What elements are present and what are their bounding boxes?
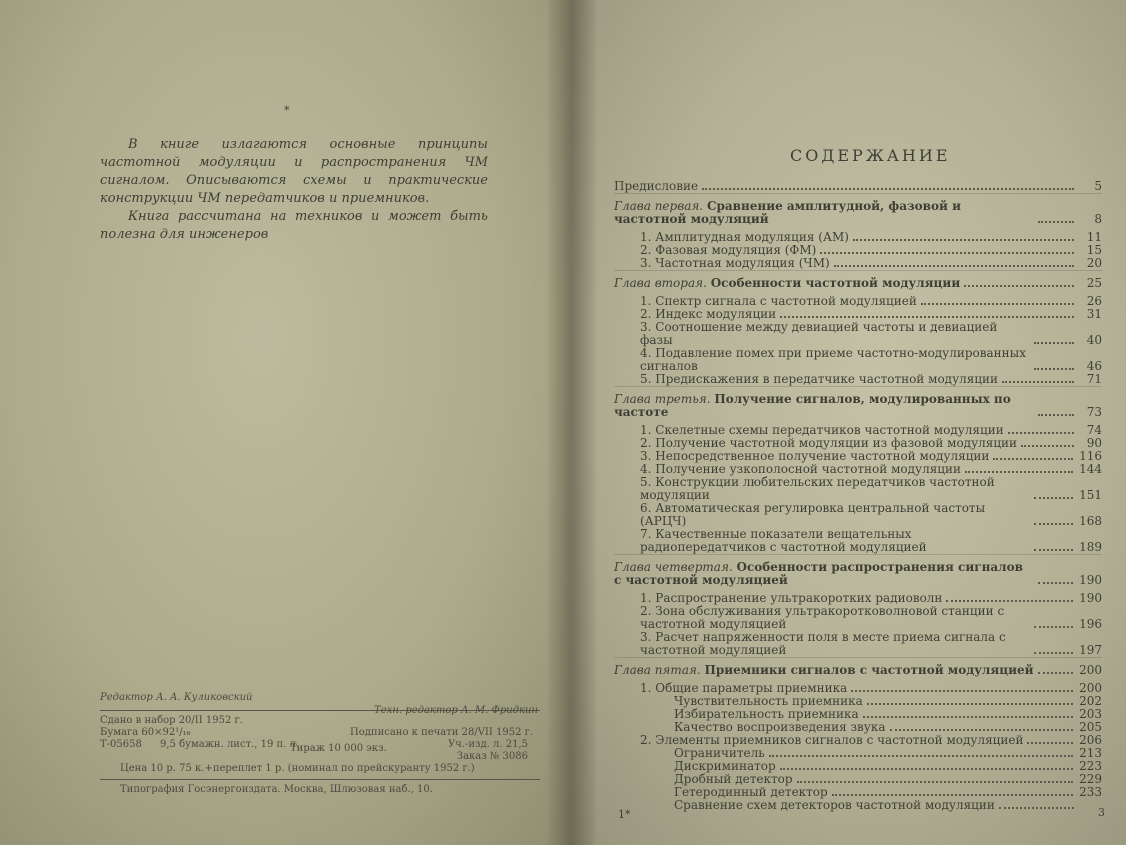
toc-chapter-label: Глава вторая.	[614, 276, 707, 290]
toc-section	[614, 321, 1102, 347]
page-number: 3	[1098, 806, 1105, 819]
toc-page-number: 197	[1079, 643, 1102, 657]
toc-section-title: 2. Зона обслуживания ультракоротковолновой станции с частотной модуляцией	[640, 604, 1005, 631]
toc-section-title: 3. Частотная модуляция (ЧМ)	[640, 256, 830, 270]
imprint-editor: Редактор А. А. Куликовский	[100, 692, 253, 703]
toc-page-number: 151	[1079, 488, 1102, 502]
toc-page-number: 206	[1079, 733, 1102, 747]
toc-page-number: 116	[1079, 449, 1102, 463]
toc-page-number: 73	[1086, 405, 1102, 419]
imprint-print-run: Тираж 10 000 экз.	[290, 743, 387, 754]
toc-section-title: 1. Распространение ультракоротких радиоволн	[640, 591, 943, 605]
toc-chapter	[614, 561, 1102, 587]
imprint-code: Т-05658	[100, 739, 142, 750]
imprint-sent: Сдано в набор 20/II 1952 г.	[100, 715, 243, 726]
imprint	[100, 692, 540, 796]
toc-section-title: Сравнение схем детекторов частотной модуляции	[674, 798, 995, 812]
toc-section	[614, 347, 1102, 373]
toc-chapter-title: Приемники сигналов с частотной модуляцией	[704, 663, 1034, 677]
toc-page-number: 46	[1086, 359, 1102, 373]
toc-leader	[863, 715, 1073, 718]
toc-page-number: 233	[1079, 785, 1102, 799]
toc-leader	[964, 284, 1074, 287]
toc-section	[614, 257, 1102, 270]
toc-page-number: 223	[1079, 759, 1102, 773]
toc-section	[614, 799, 1102, 812]
toc-page-number: 8	[1094, 212, 1102, 226]
toc-section	[614, 476, 1102, 502]
toc-section-title: 7. Качественные показатели вещательных радиопередатчиков с частотной модуляцией	[640, 527, 927, 554]
toc-leader	[993, 457, 1073, 460]
toc-entry-title: Предисловие	[614, 179, 699, 193]
toc-page-number: 40	[1086, 333, 1102, 347]
toc-page-number: 15	[1086, 243, 1102, 257]
toc-page-number: 71	[1086, 372, 1102, 386]
toc-leader	[890, 728, 1074, 731]
toc-page-number: 196	[1079, 617, 1102, 631]
toc-leader	[1021, 444, 1074, 447]
toc-leader	[1034, 496, 1073, 499]
toc-section-title: 1. Скелетные схемы передатчиков частотной модуляции	[640, 423, 1004, 437]
toc-chapter-title: Получение сигналов, модулированных по частоте	[614, 392, 1011, 419]
toc-leader	[769, 754, 1073, 757]
imprint-printer: Типография Госэнергоиздата. Москва, Шлюзовая наб., 10.	[120, 784, 433, 795]
toc-section-title: 4. Получение узкополосной частотной модуляции	[640, 462, 961, 476]
toc-section-title: Дробный детектор	[674, 772, 793, 786]
toc-page-number: 144	[1079, 462, 1102, 476]
toc-leader	[1034, 548, 1073, 551]
toc-leader	[999, 806, 1074, 809]
toc-leader	[1038, 581, 1073, 584]
toc-leader	[834, 264, 1074, 267]
toc-page-number: 168	[1079, 514, 1102, 528]
toc-leader	[1034, 651, 1073, 654]
toc-page-number: 213	[1079, 746, 1102, 760]
toc-page-number: 31	[1086, 307, 1102, 321]
toc-chapter-label: Глава третья.	[614, 392, 711, 406]
toc-chapter-block	[614, 386, 1102, 554]
toc-chapters	[614, 193, 1102, 812]
toc-page-number: 190	[1079, 573, 1102, 587]
imprint-price: Цена 10 р. 75 к.+переплет 1 р. (номинал по прейскуранту 1952 г.)	[120, 763, 475, 774]
toc-leader	[851, 689, 1073, 692]
toc-chapter	[614, 393, 1102, 419]
toc-chapter-title: Особенности частотной модуляции	[710, 276, 961, 290]
toc-section-title: 3. Расчет напряженности поля в месте приема сигнала с частотной модуляцией	[640, 630, 1006, 657]
toc-section-title: 2. Получение частотной модуляции из фазовой модуляции	[640, 436, 1018, 450]
toc-page-number: 189	[1079, 540, 1102, 554]
toc-leader	[853, 238, 1074, 241]
toc-page-number: 20	[1086, 256, 1102, 270]
toc-leader	[965, 470, 1073, 473]
toc-section	[614, 502, 1102, 528]
toc-chapter-block	[614, 193, 1102, 270]
toc-leader	[832, 793, 1073, 796]
toc-section-title: 5. Конструкции любительских передатчиков частотной модуляции	[640, 475, 995, 502]
toc-leader	[1038, 220, 1074, 223]
imprint-rule	[100, 779, 540, 780]
toc-leader	[921, 302, 1074, 305]
table-of-contents	[614, 180, 1102, 812]
annotation-paragraph: Книга рассчитана на техников и может быть полезна для инженеров	[100, 209, 488, 242]
toc-leader	[1008, 431, 1074, 434]
toc-chapter	[614, 200, 1102, 226]
toc-chapter	[614, 277, 1102, 290]
toc-section	[614, 605, 1102, 631]
toc-title: СОДЕРЖАНИЕ	[790, 146, 951, 165]
toc-chapter-label: Глава четвертая.	[614, 560, 733, 574]
toc-leader	[1034, 367, 1074, 370]
toc-leader	[1002, 380, 1074, 383]
toc-page-number: 11	[1086, 230, 1102, 244]
toc-page-number: 5	[1094, 179, 1102, 193]
toc-page-number: 229	[1079, 772, 1102, 786]
toc-section-title: 1. Амплитудная модуляция (АМ)	[640, 230, 849, 244]
toc-section	[614, 631, 1102, 657]
book-gutter	[548, 0, 596, 845]
toc-section-title: 2. Индекс модуляции	[640, 307, 777, 321]
imprint-signed: Подписано к печати 28/VII 1952 г.	[350, 727, 534, 738]
annotation	[100, 136, 488, 244]
toc-chapter-title: Особенности распространения сигналов с частотной модуляцией	[614, 560, 1023, 587]
toc-section-title: 3. Соотношение между девиацией частоты и девиацией фазы	[640, 320, 998, 347]
toc-section-title: Гетеродинный детектор	[674, 785, 828, 799]
toc-section-title: 1. Общие параметры приемника	[640, 681, 848, 695]
toc-leader	[1034, 625, 1073, 628]
toc-page-number: 200	[1079, 663, 1102, 677]
toc-section-title: Качество воспроизведения звука	[674, 720, 886, 734]
toc-leader	[1034, 522, 1073, 525]
imprint-order: Заказ № 3086	[456, 751, 528, 762]
toc-page-number: 203	[1079, 707, 1102, 721]
toc-preface	[614, 180, 1102, 193]
imprint-tech-editor: Техн. редактор А. М. Фридкин	[374, 705, 538, 716]
toc-leader	[1038, 671, 1074, 674]
toc-page-number: 200	[1079, 681, 1102, 695]
imprint-sheets: 9,5 бумажн. лист., 19 п. л.	[160, 739, 300, 750]
toc-leader	[867, 702, 1073, 705]
toc-page-number: 26	[1086, 294, 1102, 308]
toc-leader	[702, 187, 1074, 190]
toc-section-title: 5. Предискажения в передатчике частотной модуляции	[640, 372, 999, 386]
toc-chapter	[614, 664, 1102, 677]
toc-section-title: 2. Фазовая модуляция (ФМ)	[640, 243, 817, 257]
toc-section	[614, 528, 1102, 554]
star-mark: *	[284, 104, 290, 117]
imprint-paper: Бумага 60×92¹/₁₆	[100, 727, 191, 738]
signature-mark: 1*	[618, 808, 631, 821]
toc-leader	[820, 251, 1074, 254]
toc-section	[614, 373, 1102, 386]
toc-page-number: 205	[1079, 720, 1102, 734]
toc-section-title: 4. Подавление помех при приеме частотно-модулированных сигналов	[640, 346, 1026, 373]
toc-leader	[797, 780, 1074, 783]
toc-leader	[1027, 741, 1073, 744]
toc-leader	[1038, 413, 1074, 416]
toc-section-title: Ограничитель	[674, 746, 765, 760]
toc-section-title: 6. Автоматическая регулировка центральной частоты (АРЦЧ)	[640, 501, 986, 528]
toc-chapter-block	[614, 270, 1102, 386]
toc-section-title: Избирательность приемника	[674, 707, 859, 721]
toc-page-number: 25	[1086, 276, 1102, 290]
toc-chapter-block	[614, 554, 1102, 657]
toc-chapter-label: Глава первая.	[614, 199, 704, 213]
toc-section-title: Дискриминатор	[674, 759, 776, 773]
toc-section-title: 1. Спектр сигнала с частотной модуляцией	[640, 294, 917, 308]
toc-page-number: 74	[1086, 423, 1102, 437]
imprint-acc-sheets: Уч.-изд. л. 21,5	[447, 739, 528, 750]
toc-chapter-title: Сравнение амплитудной, фазовой и частотной модуляций	[614, 199, 961, 226]
toc-leader	[1034, 341, 1074, 344]
toc-section-title: 3. Непосредственное получение частотной модуляции	[640, 449, 990, 463]
toc-page-number: 90	[1086, 436, 1102, 450]
toc-leader	[780, 315, 1074, 318]
toc-section-title: 2. Элементы приемников сигналов с частотной модуляцией	[640, 733, 1024, 747]
toc-page-number: 190	[1079, 591, 1102, 605]
toc-chapter-label: Глава пятая.	[614, 663, 701, 677]
toc-page-number: 202	[1079, 694, 1102, 708]
toc-leader	[946, 599, 1073, 602]
annotation-paragraph: В книге излагаются основные принципы частотной модуляции и распространения ЧМ сигналом. Описываются схемы и практические конструкции ЧМ передатчиков и приемников.	[100, 137, 488, 206]
toc-leader	[780, 767, 1073, 770]
toc-section-title: Чувствительность приемника	[674, 694, 863, 708]
toc-chapter-block	[614, 657, 1102, 812]
